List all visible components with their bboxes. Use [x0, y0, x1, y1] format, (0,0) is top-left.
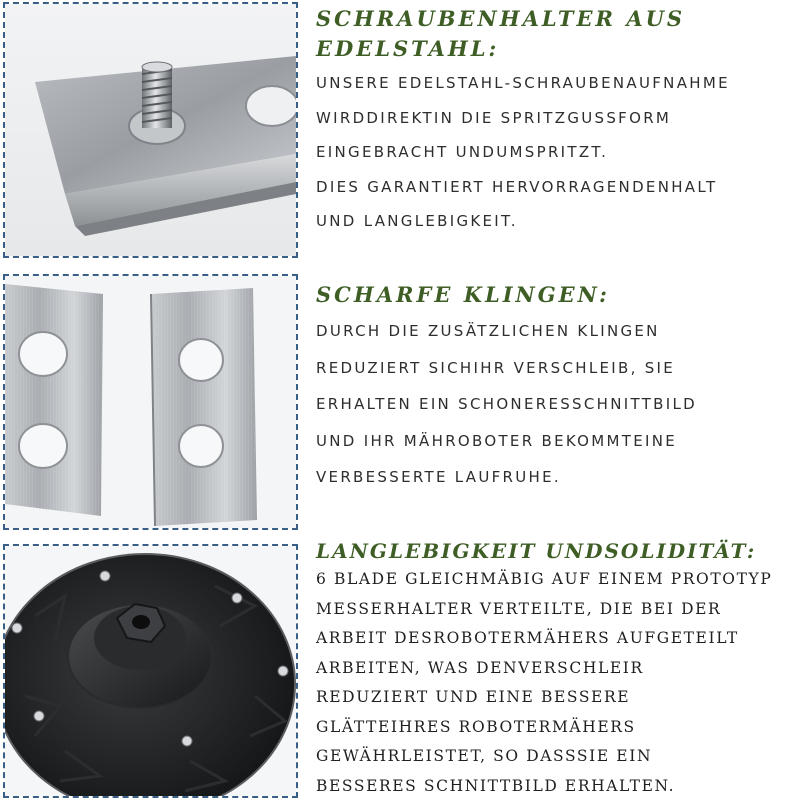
- body-line: DIES GARANTIERT HERVORRAGENDENHALT: [316, 170, 800, 205]
- screw-holder-text: [316, 4, 800, 239]
- heading-line: SCHARFE KLINGEN:: [316, 280, 800, 310]
- body-line: WIRDDIREKTIN DIE SPRITZGUSSFORM: [316, 101, 800, 136]
- body-line: VERBESSERTE LAUFRUHE.: [316, 459, 800, 496]
- body-line: UND IHR MÄHROBOTER BEKOMMTEINE: [316, 423, 800, 460]
- heading-line: EDELSTAHL:: [316, 34, 800, 64]
- body-line: REDUZIERT SICHIHR VERSCHLEIB, SIE: [316, 350, 800, 387]
- blades-photo: [3, 274, 298, 530]
- body-line: EINGEBRACHT UNDUMSPRITZT.: [316, 135, 800, 170]
- screw-holder-photo: [3, 2, 298, 258]
- section-heading: [316, 4, 800, 64]
- body-line: GLÄTTEIHRES ROBOTERMÄHERS: [316, 713, 800, 743]
- body-line: ARBEITEN, WAS DENVERSCHLEIR: [316, 654, 800, 684]
- section-heading: [316, 537, 800, 565]
- body-line: DURCH DIE ZUSÄTZLICHEN KLINGEN: [316, 313, 800, 350]
- heading-line: LANGLEBIGKEIT UNDSOLIDITÄT:: [316, 537, 800, 565]
- heading-line: SCHRAUBENHALTER AUS: [316, 4, 800, 34]
- section-durability: [0, 540, 800, 800]
- screw-blade-illustration: [5, 4, 296, 256]
- durability-text: [316, 537, 800, 801]
- body-line: BESSERES SCHNITTBILD ERHALTEN.: [316, 772, 800, 801]
- section-screw-holder: [0, 0, 800, 262]
- body-line: UND LANGLEBIGKEIT.: [316, 204, 800, 239]
- disc-photo: [3, 544, 298, 798]
- blade-disc-illustration: [5, 546, 296, 796]
- body-line: ERHALTEN EIN SCHONERESSCHNITTBILD: [316, 386, 800, 423]
- sharp-blades-text: [316, 272, 800, 496]
- body-line: 6 BLADE GLEICHMÄBIG AUF EINEM PROTOTYP: [316, 565, 800, 595]
- blades-illustration: [5, 276, 296, 528]
- section-heading: [316, 280, 800, 310]
- body-line: GEWÄHRLEISTET, SO DASSSIE EIN: [316, 742, 800, 772]
- body-line: REDUZIERT UND EINE BESSERE: [316, 683, 800, 713]
- body-line: UNSERE EDELSTAHL-SCHRAUBENAUFNAHME: [316, 66, 800, 101]
- body-line: ARBEIT DESROBOTERMÄHERS AUFGETEILT: [316, 624, 800, 654]
- body-line: MESSERHALTER VERTEILTE, DIE BEI DER: [316, 595, 800, 625]
- section-sharp-blades: [0, 272, 800, 534]
